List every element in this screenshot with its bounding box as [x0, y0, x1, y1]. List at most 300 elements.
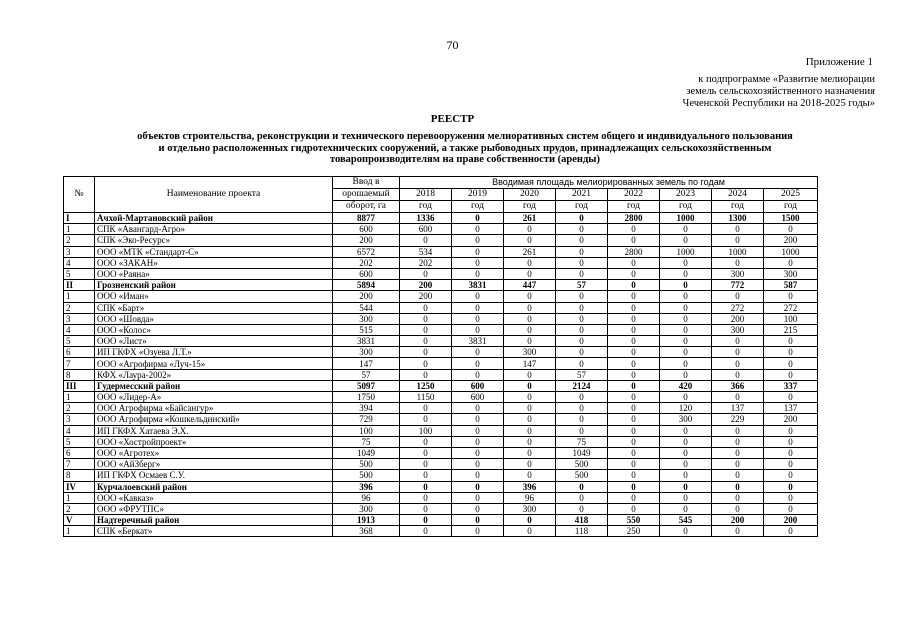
year-2022-area: 0	[608, 358, 660, 369]
year-2025-area: 0	[764, 425, 818, 436]
header-year-suffix: год	[452, 201, 504, 213]
project-name: ООО «АйЗберг»	[95, 459, 333, 470]
irrigated-area: 75	[333, 436, 400, 447]
header-input-line: орошаемый	[333, 189, 400, 201]
header-name: Наименование проекта	[95, 177, 333, 213]
year-2019-area: 0	[452, 246, 504, 257]
year-2018-area: 0	[400, 503, 452, 514]
year-2019-area: 0	[452, 403, 504, 414]
row-number: 4	[64, 324, 95, 335]
year-2025-area: 200	[764, 414, 818, 425]
project-name: Гудермесский район	[95, 380, 333, 391]
year-2022-area: 0	[608, 324, 660, 335]
appendix-subtitle	[683, 74, 875, 110]
year-2022-area: 0	[608, 425, 660, 436]
table-row	[64, 392, 818, 403]
table-row	[64, 224, 818, 235]
row-number: I	[64, 213, 95, 224]
year-2021-area: 1049	[556, 447, 608, 458]
table-row	[64, 436, 818, 447]
year-2024-area: 0	[712, 291, 764, 302]
year-2023-area: 0	[660, 324, 712, 335]
year-2019-area: 0	[452, 235, 504, 246]
year-2025-area: 337	[764, 380, 818, 391]
year-2023-area: 0	[660, 313, 712, 324]
project-name: ООО «Кавказ»	[95, 492, 333, 503]
year-2023-area: 0	[660, 459, 712, 470]
year-2020-area: 0	[504, 291, 556, 302]
year-2020-area: 0	[504, 447, 556, 458]
year-2022-area: 0	[608, 503, 660, 514]
year-2018-area: 0	[400, 492, 452, 503]
year-2022-area: 0	[608, 302, 660, 313]
year-2023-area: 120	[660, 403, 712, 414]
row-number: 7	[64, 358, 95, 369]
header-num: №	[64, 177, 95, 213]
year-2025-area: 0	[764, 447, 818, 458]
year-2018-area: 0	[400, 369, 452, 380]
year-2025-area: 0	[764, 503, 818, 514]
year-2023-area: 0	[660, 224, 712, 235]
row-number: 3	[64, 313, 95, 324]
irrigated-area: 200	[333, 235, 400, 246]
year-2022-area: 0	[608, 224, 660, 235]
year-2019-area: 0	[452, 369, 504, 380]
year-2025-area: 0	[764, 347, 818, 358]
year-2024-area: 1300	[712, 213, 764, 224]
year-2018-area: 1150	[400, 392, 452, 403]
year-2018-area: 0	[400, 403, 452, 414]
year-2022-area: 0	[608, 291, 660, 302]
table-row	[64, 246, 818, 257]
year-2025-area: 300	[764, 268, 818, 279]
year-2021-area: 0	[556, 235, 608, 246]
year-2023-area: 420	[660, 380, 712, 391]
project-name: ООО «Агротех»	[95, 447, 333, 458]
project-name: КФХ «Лаура-2002»	[95, 369, 333, 380]
year-2025-area: 0	[764, 459, 818, 470]
table-row	[64, 291, 818, 302]
year-2025-area: 0	[764, 392, 818, 403]
year-2025-area: 200	[764, 515, 818, 526]
year-2018-area: 0	[400, 447, 452, 458]
table-row	[64, 268, 818, 279]
year-2020-area: 0	[504, 526, 556, 537]
table-row	[64, 503, 818, 514]
year-2024-area: 0	[712, 459, 764, 470]
year-2022-area: 0	[608, 336, 660, 347]
year-2025-area: 0	[764, 291, 818, 302]
appendix-label: Приложение 1	[805, 56, 873, 68]
irrigated-area: 147	[333, 358, 400, 369]
row-number: 2	[64, 403, 95, 414]
year-2021-area: 0	[556, 492, 608, 503]
year-2018-area: 0	[400, 235, 452, 246]
year-2022-area: 0	[608, 447, 660, 458]
year-2020-area: 0	[504, 257, 556, 268]
year-2025-area: 0	[764, 470, 818, 481]
row-number: 6	[64, 447, 95, 458]
row-number: 2	[64, 302, 95, 313]
year-2019-area: 0	[452, 358, 504, 369]
year-2018-area: 0	[400, 313, 452, 324]
row-number: III	[64, 380, 95, 391]
header-year-group: Вводимая площадь мелиорированных земель по годам	[400, 177, 818, 189]
year-2024-area: 366	[712, 380, 764, 391]
table-row	[64, 358, 818, 369]
district-row	[64, 515, 818, 526]
year-2020-area: 261	[504, 246, 556, 257]
year-2019-area: 0	[452, 470, 504, 481]
year-2022-area: 0	[608, 414, 660, 425]
year-2025-area: 0	[764, 481, 818, 492]
irrigated-area: 368	[333, 526, 400, 537]
year-2023-area: 0	[660, 302, 712, 313]
project-name: СПК «Эко-Ресурс»	[95, 235, 333, 246]
registry-table	[63, 176, 818, 537]
year-2019-area: 0	[452, 324, 504, 335]
project-name: Грозненский район	[95, 280, 333, 291]
table-row	[64, 459, 818, 470]
row-number: 7	[64, 459, 95, 470]
irrigated-area: 394	[333, 403, 400, 414]
year-2024-area: 0	[712, 392, 764, 403]
year-2018-area: 0	[400, 414, 452, 425]
irrigated-area: 544	[333, 302, 400, 313]
year-2023-area: 1000	[660, 246, 712, 257]
row-number: 1	[64, 492, 95, 503]
year-2022-area: 0	[608, 257, 660, 268]
year-2019-area: 0	[452, 425, 504, 436]
header-year: 2019	[452, 189, 504, 201]
year-2025-area: 0	[764, 257, 818, 268]
year-2020-area: 0	[504, 302, 556, 313]
year-2023-area: 0	[660, 257, 712, 268]
year-2018-area: 0	[400, 302, 452, 313]
year-2020-area: 0	[504, 268, 556, 279]
year-2020-area: 0	[504, 235, 556, 246]
row-number: 8	[64, 369, 95, 380]
header-year: 2021	[556, 189, 608, 201]
project-name: ООО «МТК «Стандарт-С»	[95, 246, 333, 257]
year-2022-area: 0	[608, 403, 660, 414]
year-2024-area: 0	[712, 503, 764, 514]
district-row	[64, 380, 818, 391]
year-2024-area: 0	[712, 526, 764, 537]
year-2023-area: 300	[660, 414, 712, 425]
table-row	[64, 414, 818, 425]
row-number: 3	[64, 246, 95, 257]
project-name: Надтеречный район	[95, 515, 333, 526]
year-2019-area: 0	[452, 291, 504, 302]
year-2022-area: 0	[608, 235, 660, 246]
year-2022-area: 0	[608, 369, 660, 380]
year-2019-area: 3831	[452, 280, 504, 291]
year-2020-area: 396	[504, 481, 556, 492]
irrigated-area: 200	[333, 291, 400, 302]
header-year: 2025	[764, 189, 818, 201]
year-2021-area: 0	[556, 503, 608, 514]
table-row	[64, 470, 818, 481]
year-2021-area: 0	[556, 481, 608, 492]
year-2025-area: 1000	[764, 246, 818, 257]
year-2023-area: 0	[660, 336, 712, 347]
header-year-suffix: год	[556, 201, 608, 213]
year-2019-area: 0	[452, 313, 504, 324]
row-number: 8	[64, 470, 95, 481]
year-2024-area: 229	[712, 414, 764, 425]
row-number: 2	[64, 235, 95, 246]
district-row	[64, 213, 818, 224]
year-2023-area: 0	[660, 369, 712, 380]
year-2020-area: 0	[504, 459, 556, 470]
document-title: РЕЕСТР	[430, 113, 475, 125]
project-name: ООО «Агрофирма «Луч-15»	[95, 358, 333, 369]
year-2024-area: 0	[712, 481, 764, 492]
year-2022-area: 2800	[608, 213, 660, 224]
irrigated-area: 96	[333, 492, 400, 503]
year-2021-area: 0	[556, 291, 608, 302]
year-2021-area: 0	[556, 425, 608, 436]
irrigated-area: 202	[333, 257, 400, 268]
header-year-suffix: год	[400, 201, 452, 213]
year-2021-area: 118	[556, 526, 608, 537]
year-2020-area: 300	[504, 503, 556, 514]
year-2023-area: 0	[660, 425, 712, 436]
year-2020-area: 0	[504, 369, 556, 380]
year-2020-area: 300	[504, 347, 556, 358]
year-2018-area: 0	[400, 336, 452, 347]
table-row	[64, 492, 818, 503]
year-2021-area: 0	[556, 336, 608, 347]
year-2022-area: 250	[608, 526, 660, 537]
year-2019-area: 0	[452, 213, 504, 224]
year-2023-area: 0	[660, 436, 712, 447]
table-row	[64, 369, 818, 380]
year-2018-area: 534	[400, 246, 452, 257]
year-2021-area: 2124	[556, 380, 608, 391]
row-number: 1	[64, 392, 95, 403]
year-2025-area: 587	[764, 280, 818, 291]
year-2024-area: 300	[712, 268, 764, 279]
year-2023-area: 545	[660, 515, 712, 526]
project-name: ИП ГКФХ Хатаева Э.Х.	[95, 425, 333, 436]
project-name: ИП ГКФХ Осмаев С.У.	[95, 470, 333, 481]
irrigated-area: 57	[333, 369, 400, 380]
table-row	[64, 324, 818, 335]
year-2022-area: 0	[608, 392, 660, 403]
irrigated-area: 396	[333, 481, 400, 492]
year-2021-area: 0	[556, 213, 608, 224]
irrigated-area: 1750	[333, 392, 400, 403]
year-2024-area: 272	[712, 302, 764, 313]
row-number: V	[64, 515, 95, 526]
irrigated-area: 300	[333, 313, 400, 324]
project-name: ООО «ФРУТПС»	[95, 503, 333, 514]
year-2021-area: 500	[556, 470, 608, 481]
year-2022-area: 0	[608, 459, 660, 470]
year-2021-area: 0	[556, 302, 608, 313]
project-name: ООО «Лидер-А»	[95, 392, 333, 403]
table-row	[64, 347, 818, 358]
table-body	[64, 213, 818, 537]
project-name: ООО «ЗАКАН»	[95, 257, 333, 268]
year-2018-area: 0	[400, 526, 452, 537]
year-2022-area: 0	[608, 347, 660, 358]
year-2024-area: 0	[712, 347, 764, 358]
year-2024-area: 0	[712, 358, 764, 369]
year-2023-area: 0	[660, 503, 712, 514]
district-row	[64, 481, 818, 492]
year-2018-area: 0	[400, 436, 452, 447]
year-2025-area: 100	[764, 313, 818, 324]
year-2020-area: 0	[504, 436, 556, 447]
year-2023-area: 0	[660, 470, 712, 481]
year-2020-area: 0	[504, 470, 556, 481]
year-2024-area: 0	[712, 235, 764, 246]
year-2024-area: 200	[712, 515, 764, 526]
project-name: ООО «Раяна»	[95, 268, 333, 279]
irrigated-area: 5097	[333, 380, 400, 391]
project-name: Курчалоевский район	[95, 481, 333, 492]
year-2023-area: 0	[660, 392, 712, 403]
table-header	[64, 177, 818, 213]
project-name: СПК «Беркат»	[95, 526, 333, 537]
year-2023-area: 0	[660, 280, 712, 291]
year-2025-area: 0	[764, 224, 818, 235]
year-2024-area: 1000	[712, 246, 764, 257]
year-2020-area: 96	[504, 492, 556, 503]
year-2023-area: 0	[660, 358, 712, 369]
irrigated-area: 500	[333, 470, 400, 481]
year-2018-area: 0	[400, 459, 452, 470]
year-2020-area: 0	[504, 425, 556, 436]
year-2021-area: 0	[556, 224, 608, 235]
year-2018-area: 202	[400, 257, 452, 268]
year-2020-area: 0	[504, 392, 556, 403]
table-row	[64, 235, 818, 246]
year-2021-area: 57	[556, 280, 608, 291]
year-2019-area: 0	[452, 302, 504, 313]
irrigated-area: 500	[333, 459, 400, 470]
year-2019-area: 0	[452, 515, 504, 526]
year-2018-area: 0	[400, 324, 452, 335]
row-number: 4	[64, 425, 95, 436]
year-2025-area: 200	[764, 235, 818, 246]
year-2024-area: 0	[712, 470, 764, 481]
header-year: 2020	[504, 189, 556, 201]
irrigated-area: 515	[333, 324, 400, 335]
table-row	[64, 425, 818, 436]
year-2024-area: 0	[712, 436, 764, 447]
project-name: ООО Агрофирма «Кошкельдинский»	[95, 414, 333, 425]
year-2023-area: 0	[660, 481, 712, 492]
year-2018-area: 600	[400, 224, 452, 235]
year-2019-area: 3831	[452, 336, 504, 347]
year-2021-area: 0	[556, 246, 608, 257]
year-2021-area: 0	[556, 358, 608, 369]
header-input-line: оборот, га	[333, 201, 400, 213]
irrigated-area: 6572	[333, 246, 400, 257]
year-2020-area: 0	[504, 380, 556, 391]
irrigated-area: 300	[333, 503, 400, 514]
year-2020-area: 0	[504, 224, 556, 235]
year-2018-area: 0	[400, 515, 452, 526]
project-name: ООО Агрофирма «Байсангур»	[95, 403, 333, 414]
year-2025-area: 0	[764, 336, 818, 347]
year-2022-area: 0	[608, 470, 660, 481]
year-2019-area: 0	[452, 459, 504, 470]
row-number: 6	[64, 347, 95, 358]
year-2019-area: 0	[452, 436, 504, 447]
irrigated-area: 8877	[333, 213, 400, 224]
table-row	[64, 526, 818, 537]
year-2018-area: 100	[400, 425, 452, 436]
year-2021-area: 0	[556, 414, 608, 425]
year-2023-area: 0	[660, 235, 712, 246]
year-2018-area: 0	[400, 347, 452, 358]
header-year: 2018	[400, 189, 452, 201]
year-2023-area: 0	[660, 526, 712, 537]
year-2020-area: 447	[504, 280, 556, 291]
row-number: 3	[64, 414, 95, 425]
subtitle-line: Чеченской Республики на 2018-2025 годы»	[682, 98, 875, 109]
year-2021-area: 0	[556, 324, 608, 335]
year-2019-area: 0	[452, 414, 504, 425]
year-2018-area: 0	[400, 481, 452, 492]
year-2019-area: 0	[452, 503, 504, 514]
year-2019-area: 0	[452, 526, 504, 537]
project-name: ООО «Лист»	[95, 336, 333, 347]
document-description	[50, 131, 880, 166]
project-name: СПК «Барт»	[95, 302, 333, 313]
year-2024-area: 0	[712, 224, 764, 235]
subtitle-line: к подпрограмме «Развитие мелиорации	[698, 74, 875, 85]
table-row	[64, 302, 818, 313]
year-2023-area: 0	[660, 291, 712, 302]
year-2021-area: 0	[556, 313, 608, 324]
table-row	[64, 336, 818, 347]
irrigated-area: 1049	[333, 447, 400, 458]
project-name: ООО «Иман»	[95, 291, 333, 302]
row-number: 5	[64, 336, 95, 347]
irrigated-area: 600	[333, 268, 400, 279]
project-name: ООО «Колос»	[95, 324, 333, 335]
project-name: ИП ГКФХ «Озуева Л.Т.»	[95, 347, 333, 358]
project-name: СПК «Авангард-Агро»	[95, 224, 333, 235]
irrigated-area: 300	[333, 347, 400, 358]
year-2020-area: 0	[504, 313, 556, 324]
year-2019-area: 600	[452, 380, 504, 391]
row-number: 5	[64, 436, 95, 447]
year-2024-area: 772	[712, 280, 764, 291]
year-2021-area: 500	[556, 459, 608, 470]
year-2018-area: 1250	[400, 380, 452, 391]
description-line: и отдельно расположенных гидротехнических сооружений, а также рыбоводных прудов, принадлежащих сельскохозяйственным	[158, 142, 772, 154]
year-2025-area: 0	[764, 369, 818, 380]
year-2022-area: 0	[608, 492, 660, 503]
year-2019-area: 0	[452, 268, 504, 279]
year-2024-area: 137	[712, 403, 764, 414]
row-number: 1	[64, 224, 95, 235]
year-2019-area: 0	[452, 492, 504, 503]
row-number: 4	[64, 257, 95, 268]
header-year-suffix: год	[504, 201, 556, 213]
year-2021-area: 0	[556, 392, 608, 403]
year-2019-area: 0	[452, 347, 504, 358]
year-2021-area: 0	[556, 257, 608, 268]
irrigated-area: 1913	[333, 515, 400, 526]
